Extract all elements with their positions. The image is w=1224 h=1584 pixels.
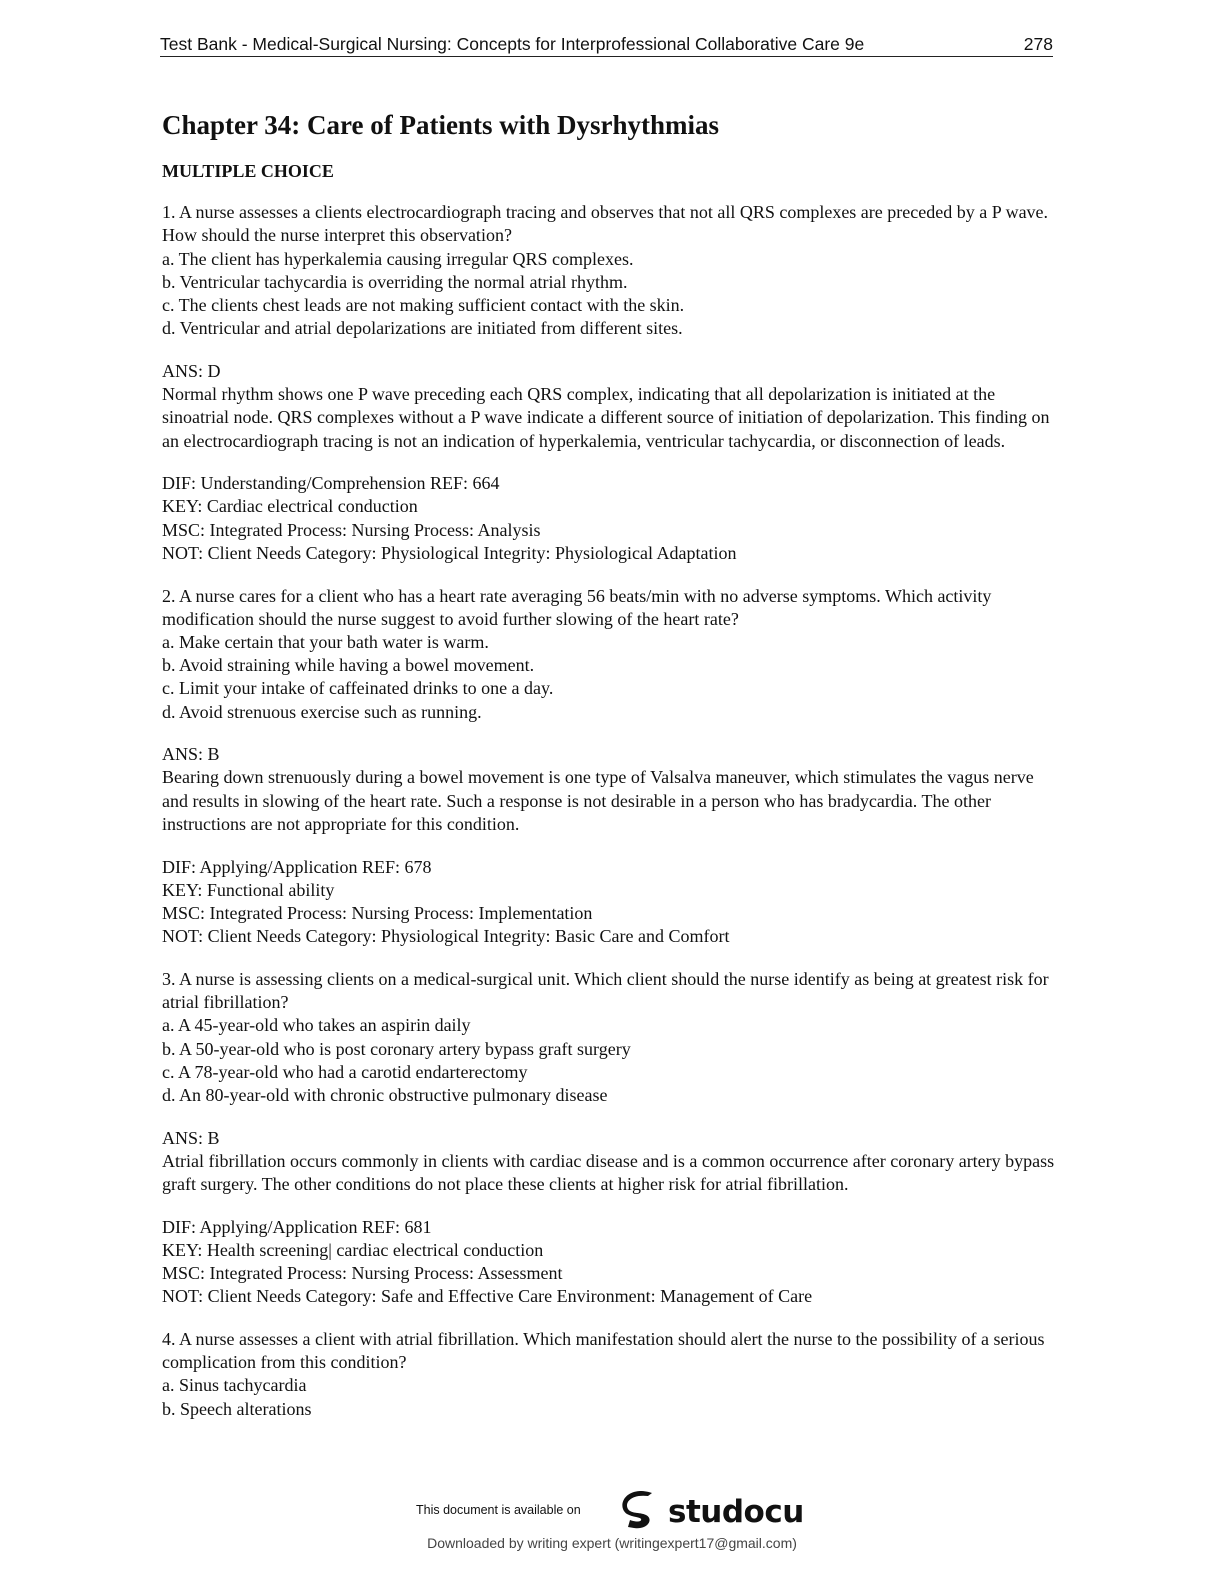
answer-key: ANS: B (162, 744, 220, 765)
running-header (160, 34, 1053, 57)
section-heading: MULTIPLE CHOICE (162, 161, 334, 181)
page-number: 278 (1023, 34, 1053, 54)
keyword: KEY: Functional ability (162, 879, 335, 900)
main-content (162, 108, 1057, 1440)
msc: MSC: Integrated Process: Nursing Process: Assessment (162, 1263, 563, 1284)
available-on-text: This document is available on (416, 1503, 581, 1517)
page-footer (0, 1488, 1224, 1568)
answer-option: b. Avoid straining while having a bowel movement. (162, 655, 535, 676)
answer-option: c. The clients chest leads are not making sufficient contact with the skin. (162, 295, 685, 316)
metadata-1 (162, 472, 1057, 565)
studocu-logo[interactable] (618, 1490, 804, 1534)
answer-option: a. The client has hyperkalemia causing irregular QRS complexes. (162, 248, 634, 269)
studocu-logo-icon (618, 1490, 662, 1534)
msc: MSC: Integrated Process: Nursing Process: Analysis (162, 519, 541, 540)
question-stem: 2. A nurse cares for a client who has a heart rate averaging 56 beats/min with no adverse symptoms. Which activity modification should the nurse suggest to avoid further slowing of the heart rate? (162, 585, 992, 629)
downloaded-by-text: Downloaded by writing expert (writingexpert17@gmail.com) (427, 1535, 797, 1551)
answer-option: d. Avoid strenuous exercise such as running. (162, 701, 482, 722)
difficulty-ref: DIF: Applying/Application REF: 678 (162, 856, 432, 877)
answer-option: c. A 78-year-old who had a carotid endarterectomy (162, 1061, 528, 1082)
difficulty-ref: DIF: Applying/Application REF: 681 (162, 1216, 432, 1237)
metadata-2 (162, 856, 1057, 949)
question-1 (162, 201, 1057, 340)
question-3 (162, 968, 1057, 1107)
keyword: KEY: Health screening| cardiac electrical conduction (162, 1239, 544, 1260)
answer-option: a. Make certain that your bath water is warm. (162, 631, 489, 652)
rationale: Atrial fibrillation occurs commonly in clients with cardiac disease and is a common occurrence after coronary artery bypass graft surgery. The other conditions do not place these clients at higher risk for atrial fibrillation. (162, 1150, 1055, 1195)
answer-option: c. Limit your intake of caffeinated drinks to one a day. (162, 678, 554, 699)
header-title: Test Bank - Medical-Surgical Nursing: Concepts for Interprofessional Collaborative Care 9e (160, 34, 865, 54)
metadata-3 (162, 1216, 1057, 1309)
question-4 (162, 1328, 1057, 1421)
answer-option: d. An 80-year-old with chronic obstructive pulmonary disease (162, 1084, 608, 1105)
keyword: KEY: Cardiac electrical conduction (162, 496, 418, 517)
msc: MSC: Integrated Process: Nursing Process: Implementation (162, 902, 593, 923)
answer-option: b. A 50-year-old who is post coronary artery bypass graft surgery (162, 1038, 631, 1059)
answer-3 (162, 1127, 1057, 1197)
chapter-title: Chapter 34: Care of Patients with Dysrhythmias (162, 110, 719, 140)
client-needs: NOT: Client Needs Category: Safe and Effective Care Environment: Management of Care (162, 1286, 813, 1307)
answer-1 (162, 360, 1057, 453)
answer-option: a. A 45-year-old who takes an aspirin daily (162, 1015, 471, 1036)
answer-option: a. Sinus tachycardia (162, 1375, 307, 1396)
question-stem: 3. A nurse is assessing clients on a medical-surgical unit. Which client should the nurse identify as being at greatest risk for atrial fibrillation? (162, 968, 1049, 1013)
client-needs: NOT: Client Needs Category: Physiological Integrity: Physiological Adaptation (162, 542, 737, 563)
difficulty-ref: DIF: Understanding/Comprehension REF: 664 (162, 473, 500, 494)
studocu-logo-text: studocu (668, 1494, 804, 1530)
answer-option: b. Speech alterations (162, 1398, 312, 1419)
rationale: Bearing down strenuously during a bowel movement is one type of Valsalva maneuver, which stimulates the vagus nerve and results in slowing of the heart rate. Such a response is not desirable in a person who has bradycardia. The other instructions are not appropriate for this condition. (162, 767, 1034, 834)
answer-2 (162, 743, 1057, 836)
answer-option: b. Ventricular tachycardia is overriding the normal atrial rhythm. (162, 271, 628, 292)
answer-option: d. Ventricular and atrial depolarizations are initiated from different sites. (162, 318, 683, 339)
answer-key: ANS: B (162, 1127, 220, 1148)
client-needs: NOT: Client Needs Category: Physiological Integrity: Basic Care and Comfort (162, 926, 730, 947)
question-2 (162, 585, 1057, 724)
question-stem: 4. A nurse assesses a client with atrial fibrillation. Which manifestation should alert the nurse to the possibility of a serious complication from this condition? (162, 1329, 1045, 1373)
question-stem: 1. A nurse assesses a clients electrocardiograph tracing and observes that not all QRS complexes are preceded by a P wave. How should the nurse interpret this observation? (162, 202, 1049, 246)
rationale: Normal rhythm shows one P wave preceding each QRS complex, indicating that all depolarization is initiated at the sinoatrial node. QRS complexes without a P wave indicate a different source of initiation of depolarization. This finding on an electrocardiograph tracing is not an indication of hyperkalemia, ventricular tachycardia, or disconnection of leads. (162, 384, 1050, 451)
answer-key: ANS: D (162, 360, 221, 381)
